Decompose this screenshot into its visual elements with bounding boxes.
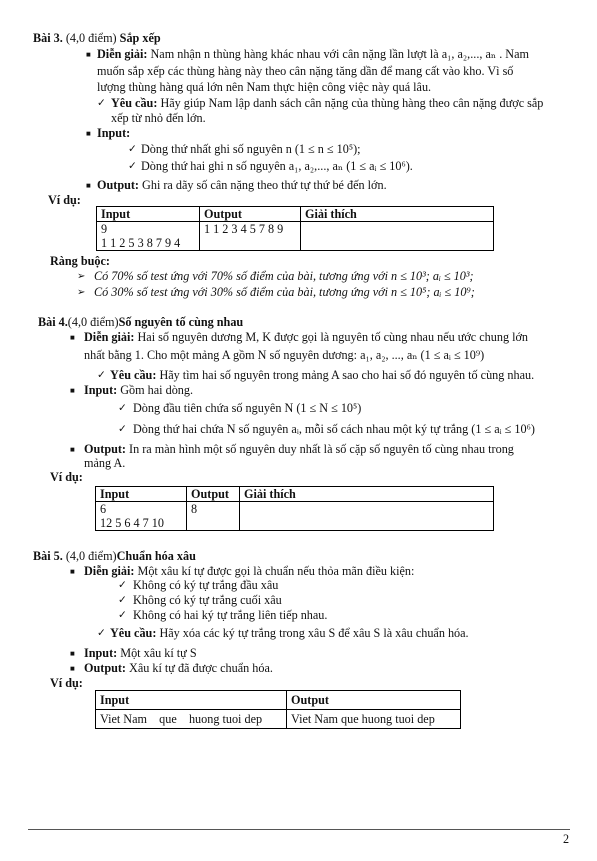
- bai5-req: [110, 626, 469, 641]
- bai3-constraints-label: Ràng buộc:: [50, 254, 110, 268]
- bai3-constraint-2: Có 30% số test ứng với 30% số điểm của bài, tương ứng với n ≤ 10⁵; aᵢ ≤ 10⁹;: [94, 285, 475, 299]
- table-header-cell: Giải thích: [301, 207, 494, 222]
- table-cell-input: [97, 222, 200, 251]
- table-cell-input: Viet Nam que huong tuoi dep: [96, 710, 287, 729]
- bai3-input-2: Dòng thứ hai ghi n số nguyên a₁, a₂,..., aₙ (1 ≤ aᵢ ≤ 10⁶).: [141, 159, 413, 173]
- bai3-number: Bài 3.: [33, 31, 63, 45]
- bai5-desc-label: Diễn giải:: [84, 564, 135, 578]
- bai4-desc-line1: [84, 330, 528, 345]
- table-header-cell: Output: [187, 487, 240, 502]
- check-icon: ✓: [97, 627, 106, 639]
- bai4-title: Số nguyên tố cùng nhau: [118, 315, 244, 329]
- bai3-req-label: Yêu cầu:: [111, 96, 158, 110]
- page-number: 2: [563, 832, 570, 846]
- bai4-desc-label: Diễn giải:: [84, 330, 135, 344]
- bai4-desc-line2: nhất bằng 1. Cho một mảng A gồm N số nguyên dương: a₁, a₂, ..., aₙ (1 ≤ aᵢ ≤ 10⁹): [84, 348, 485, 362]
- table-header-cell: Input: [97, 207, 200, 222]
- bai4-input-1: Dòng đầu tiên chứa số nguyên N (1 ≤ N ≤ 10⁵): [133, 401, 362, 415]
- bai5-example-label: Ví dụ:: [50, 676, 83, 690]
- bai4-input-label: Input:: [84, 383, 118, 397]
- bai3-desc-label: Diễn giải:: [97, 47, 148, 61]
- bai5-cond-1: Không có ký tự trắng đầu xâu: [133, 578, 279, 592]
- bai3-desc-text: Nam nhận n thùng hàng khác nhau với cân nặng lần lượt là a₁, a₂,..., aₙ . Nam: [150, 47, 529, 61]
- check-icon: ✓: [118, 579, 127, 591]
- bai3-input-label: Input:: [97, 126, 131, 140]
- bai4-input-text: Gồm hai dòng.: [120, 383, 194, 397]
- bai4-output-text: In ra màn hình một số nguyên duy nhất là số cặp số nguyên tố cùng nhau trong: [129, 442, 514, 456]
- bai5-example-table: [95, 690, 461, 729]
- bullet-icon: ■: [86, 181, 91, 190]
- bai3-desc-line3: lượng thùng hàng quá lớn nên Nam thực hiện công việc này quá lâu.: [97, 80, 432, 94]
- bai5-input-label: Input:: [84, 646, 118, 660]
- table-cell-explain: [301, 222, 494, 251]
- table-header-row: [97, 207, 494, 222]
- bai5-number: Bài 5.: [33, 549, 63, 563]
- table-cell-line: 6: [100, 502, 107, 516]
- table-cell-output: Viet Nam que huong tuoi dep: [287, 710, 461, 729]
- bai4-number: Bài 4.: [38, 315, 68, 329]
- bai5-heading: [33, 549, 196, 564]
- table-cell-line: 9: [101, 222, 108, 236]
- check-icon: ✓: [97, 369, 106, 381]
- bai4-output-line2: mảng A.: [84, 456, 126, 470]
- bullet-icon: ■: [86, 129, 91, 138]
- bai4-desc-text: Hai số nguyên dương M, K được gọi là nguyên tố cùng nhau nếu ước chung lớn: [137, 330, 529, 344]
- bai3-points: (4,0 điểm): [65, 31, 117, 45]
- bullet-icon: ■: [70, 567, 75, 576]
- bai4-input-2: Dòng thứ hai chứa N số nguyên aᵢ, mỗi số cách nhau một ký tự trắng (1 ≤ aᵢ ≤ 10⁶): [133, 422, 535, 436]
- check-icon: ✓: [128, 143, 137, 155]
- bai4-req-text: Hãy tìm hai số nguyên trong mảng A sao cho hai số đó nguyên tố cùng nhau.: [159, 368, 535, 382]
- bullet-icon: ■: [70, 664, 75, 673]
- bai3-title: Sắp xếp: [119, 31, 161, 45]
- bai4-req-label: Yêu cầu:: [110, 368, 157, 382]
- check-icon: ✓: [118, 594, 127, 606]
- bullet-icon: ■: [70, 445, 75, 454]
- bai3-output: [97, 178, 387, 193]
- check-icon: ✓: [118, 423, 127, 435]
- bai5-req-label: Yêu cầu:: [110, 626, 157, 640]
- check-icon: ✓: [128, 160, 137, 172]
- table-cell-input: [96, 502, 187, 531]
- bai4-heading: [38, 315, 243, 330]
- table-row: [96, 502, 494, 531]
- bai4-output-label: Output:: [84, 442, 126, 456]
- table-row: [96, 710, 461, 729]
- footer-divider: [28, 829, 570, 830]
- bai3-heading: [33, 31, 161, 46]
- table-header-cell: Input: [96, 487, 187, 502]
- arrow-right-icon: ➢: [77, 271, 86, 282]
- bai3-example-label: Ví dụ:: [48, 193, 81, 207]
- bullet-icon: ■: [70, 649, 75, 658]
- bai3-req-text: Hãy giúp Nam lập danh sách cân nặng của thùng hàng theo cân nặng được sắp: [160, 96, 544, 110]
- bai3-example-table: [96, 206, 494, 251]
- table-header-cell: Giải thích: [240, 487, 494, 502]
- bai5-output: [84, 661, 273, 676]
- table-cell-explain: [240, 502, 494, 531]
- check-icon: ✓: [118, 609, 127, 621]
- bai5-output-label: Output:: [84, 661, 126, 675]
- table-header-cell: Output: [200, 207, 301, 222]
- bai5-req-text: Hãy xóa các ký tự trắng trong xâu S để xâu S là xâu chuẩn hóa.: [159, 626, 469, 640]
- bai4-example-label: Ví dụ:: [50, 470, 83, 484]
- bai4-example-table: [95, 486, 494, 531]
- table-row: [97, 222, 494, 251]
- bullet-icon: ■: [86, 50, 91, 59]
- check-icon: ✓: [118, 402, 127, 414]
- bai4-output-line1: [84, 442, 514, 457]
- bai5-title: Chuẩn hóa xâu: [116, 549, 196, 563]
- table-header-row: [96, 487, 494, 502]
- bai3-constraint-1: Có 70% số test ứng với 70% số điểm của bài, tương ứng với n ≤ 10³; aᵢ ≤ 10³;: [94, 269, 474, 283]
- bai5-output-text: Xâu kí tự đã được chuẩn hóa.: [129, 661, 273, 675]
- bullet-icon: ■: [70, 386, 75, 395]
- bai4-input: [84, 383, 193, 398]
- bai3-output-label: Output:: [97, 178, 139, 192]
- table-header-cell: Output: [287, 691, 461, 710]
- table-cell-output: 8: [187, 502, 240, 531]
- bai5-cond-3: Không có hai ký tự trắng liên tiếp nhau.: [133, 608, 328, 622]
- bai3-req-line2: xếp từ nhỏ đến lớn.: [111, 111, 206, 125]
- table-header-row: [96, 691, 461, 710]
- bai5-cond-2: Không có ký tự trắng cuối xâu: [133, 593, 282, 607]
- bai4-req: [110, 368, 534, 383]
- bai5-desc-text: Một xâu kí tự được gọi là chuẩn nếu thỏa mãn điều kiện:: [137, 564, 415, 578]
- bai5-input: [84, 646, 197, 661]
- bai5-points: (4,0 điểm): [65, 549, 117, 563]
- bai3-output-text: Ghi ra dãy số cân nặng theo thứ tự thứ bé đến lớn.: [142, 178, 387, 192]
- table-header-cell: Input: [96, 691, 287, 710]
- table-cell-output: 1 1 2 3 4 5 7 8 9: [200, 222, 301, 251]
- arrow-right-icon: ➢: [77, 287, 86, 298]
- check-icon: ✓: [97, 97, 106, 109]
- table-cell-line: 1 1 2 5 3 8 7 9 4: [101, 236, 181, 250]
- bai3-desc-line1: [97, 47, 529, 62]
- bai5-desc: [84, 564, 414, 579]
- bai4-points: (4,0 điểm): [67, 315, 119, 329]
- bullet-icon: ■: [70, 333, 75, 342]
- table-cell-line: 12 5 6 4 7 10: [100, 516, 164, 530]
- bai3-input-1: Dòng thứ nhất ghi số nguyên n (1 ≤ n ≤ 10⁵);: [141, 142, 361, 156]
- bai3-desc-line2: muốn sắp xếp các thùng hàng này theo cân nặng tăng dần để mang cất vào kho. Vì số: [97, 64, 514, 78]
- bai3-req-line1: [111, 96, 543, 111]
- bai5-input-text: Một xâu kí tự S: [120, 646, 197, 660]
